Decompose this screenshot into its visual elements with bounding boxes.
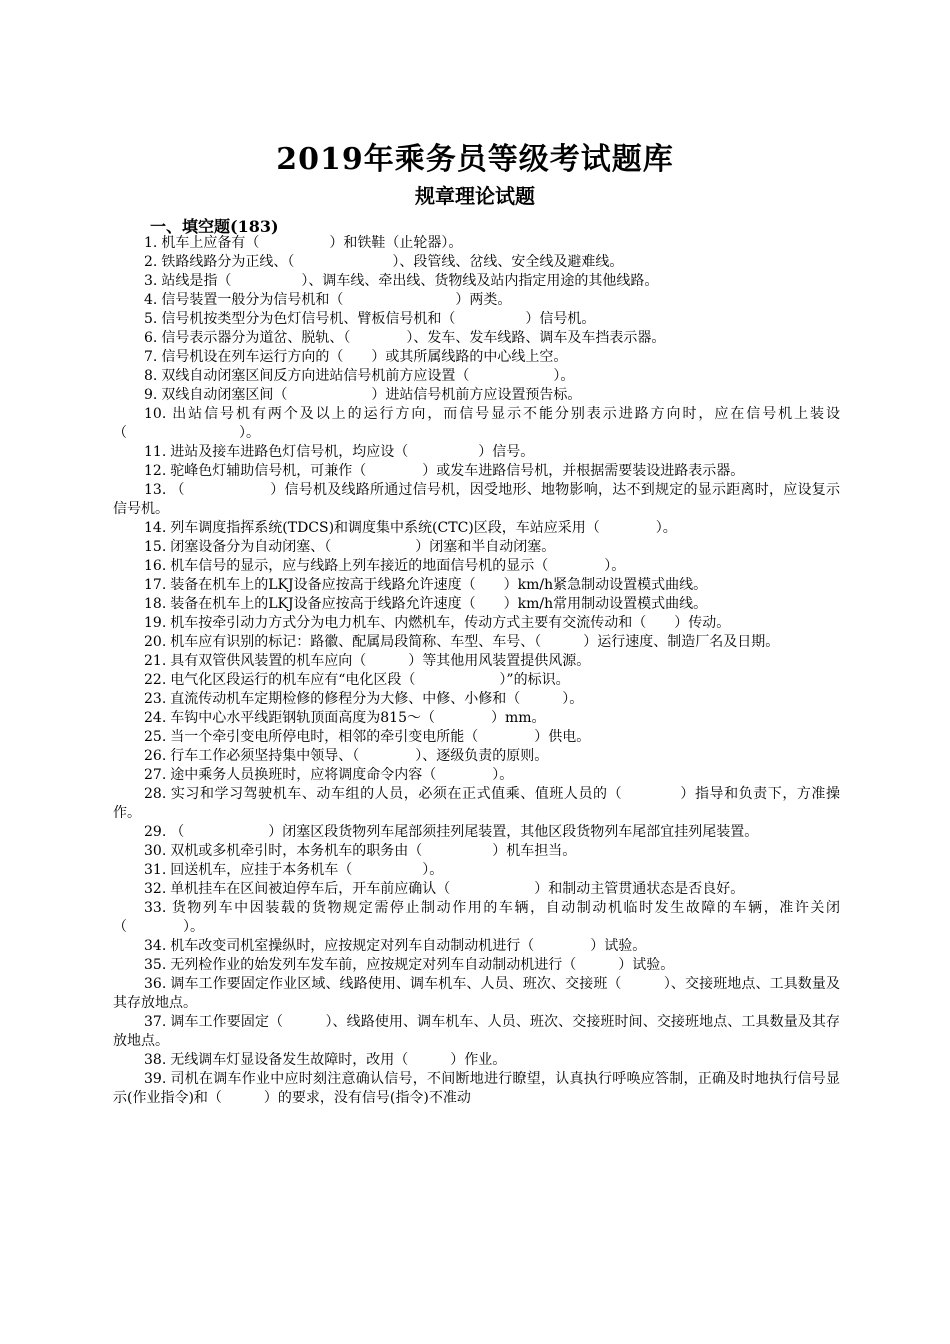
question-item: 11. 进站及接车进路色灯信号机，均应设（ ）信号。 [144,444,535,460]
question-item: 35. 无列检作业的始发列车发车前，应按规定对列车自动制动机进行（ ）试验。 [144,957,675,973]
question-item: 16. 机车信号的显示，应与线路上列车接近的地面信号机的显示（ ）。 [144,558,626,574]
question-item: 2. 铁路线路分为正线、（ ）、段管线、岔线、安全线及避难线。 [144,254,624,270]
question-list [113,234,840,1108]
question-item: 31. 回送机车，应挂于本务机车（ ）。 [144,862,444,878]
question-item: 21. 具有双管供风装置的机车应向（ ）等其他用风装置提供风源。 [144,653,591,669]
question-item: 7. 信号机设在列车运行方向的（ ）或其所属线路的中心线上空。 [144,349,568,365]
question-item: 34. 机车改变司机室操纵时，应按规定对列车自动制动机进行（ ）试验。 [144,938,647,954]
question-item: 15. 闭塞设备分为自动闭塞、（ ）闭塞和半自动闭塞。 [144,539,556,555]
document-subtitle: 规章理论试题 [415,184,535,208]
question-item: 19. 机车按牵引动力方式分为电力机车、内燃机车，传动方式主要有交流传动和（ ）传动。 [144,615,731,631]
question-item: 3. 站线是指（ ）、调车线、牵出线、货物线及站内指定用途的其他线路。 [144,273,659,289]
question-item: 39. 司机在调车作业中应时刻注意确认信号，不间断地进行瞭望，认真执行呼唤应答制，正确及时地执行信号显示(作业指令)和（ ）的要求，没有信号(指令)不准动 [113,1071,840,1106]
question-item: 6. 信号表示器分为道岔、脱轨、（ ）、发车、发车线路、调车及车挡表示器。 [144,330,666,346]
question-item: 4. 信号装置一般分为信号机和（ ）两类。 [144,292,512,308]
question-item: 32. 单机挂车在区间被迫停车后，开车前应确认（ ）和制动主管贯通状态是否良好。 [144,881,745,897]
question-item: 38. 无线调车灯显设备发生故障时，改用（ ）作业。 [144,1052,507,1068]
document-title: 2019年乘务员等级考试题库 [276,142,674,177]
question-item: 13. （ ）信号机及线路所通过信号机，因受地形、地物影响，达不到规定的显示距离时，应设复示信号机。 [113,482,840,517]
question-item: 5. 信号机按类型分为色灯信号机、臂板信号机和（ ）信号机。 [144,311,596,327]
question-item: 36. 调车工作要固定作业区域、线路使用、调车机车、人员、班次、交接班（ ）、交接班地点、工具数量及其存放地点。 [113,976,840,1011]
question-item: 1. 机车上应备有（ ）和铁鞋（止轮器）。 [144,235,463,251]
question-item: 23. 直流传动机车定期检修的修程分为大修、中修、小修和（ ）。 [144,691,584,707]
question-item: 26. 行车工作必须坚持集中领导、（ ）、逐级负责的原则。 [144,748,549,764]
question-item: 29. （ ）闭塞区段货物列车尾部须挂列尾装置，其他区段货物列车尾部宜挂列尾装置。 [144,824,759,840]
question-item: 18. 装备在机车上的LKJ设备应按高于线路允许速度（ ）km/h常用制动设置模式曲线。 [144,596,708,612]
question-item: 17. 装备在机车上的LKJ设备应按高于线路允许速度（ ）km/h紧急制动设置模式曲线。 [144,577,708,593]
question-item: 27. 途中乘务人员换班时，应将调度命令内容（ ）。 [144,767,514,783]
section-heading: 一、填空题(183) [150,217,279,236]
question-item: 37. 调车工作要固定（ ）、线路使用、调车机车、人员、班次、交接班时间、交接班地点、工具数量及其存放地点。 [113,1014,840,1049]
question-item: 20. 机车应有识别的标记：路徽、配属局段简称、车型、车号、（ ）运行速度、制造厂名及日期。 [144,634,780,650]
question-item: 25. 当一个牵引变电所停电时，相邻的牵引变电所能（ ）供电。 [144,729,591,745]
question-item: 33. 货物列车中因装载的货物规定需停止制动作用的车辆，自动制动机临时发生故障的车辆，准许关闭（ ）。 [113,900,840,935]
question-item: 8. 双线自动闭塞区间反方向进站信号机前方应设置（ ）。 [144,368,575,384]
question-item: 22. 电气化区段运行的机车应有“电化区段（ ）”的标识。 [144,672,570,688]
question-item: 9. 双线自动闭塞区间（ ）进站信号机前方应设置预告标。 [144,387,582,403]
question-item: 10. 出站信号机有两个及以上的运行方向，而信号显示不能分别表示进路方向时，应在信号机上装设（ ）。 [113,406,840,441]
question-item: 24. 车钩中心水平线距钢轨顶面高度为815～（ ）mm。 [144,710,546,726]
question-item: 30. 双机或多机牵引时，本务机车的职务由（ ）机车担当。 [144,843,577,859]
question-item: 14. 列车调度指挥系统(TDCS)和调度集中系统(CTC)区段，车站应采用（ ）。 [144,520,677,536]
question-item: 12. 驼峰色灯辅助信号机，可兼作（ ）或发车进路信号机，并根据需要装设进路表示器。 [144,463,745,479]
question-item: 28. 实习和学习驾驶机车、动车组的人员，必须在正式值乘、值班人员的（ ）指导和负责下，方准操作。 [113,786,840,821]
